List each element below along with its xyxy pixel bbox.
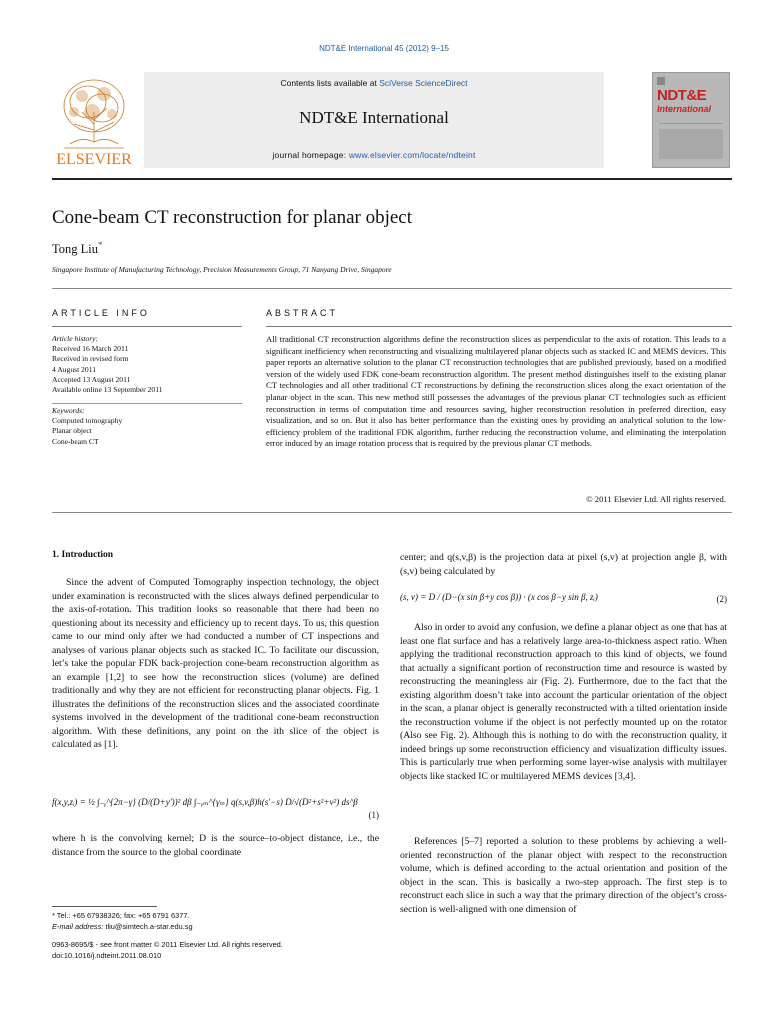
journal-cover-image [652,72,730,168]
history-entry: 4 August 2011 [52,364,97,374]
intro-paragraph-1: Since the advent of Computed Tomography inspection technology, the object under examination is reconstructed with the slices always defined perpendicular to the axis-of-rotation. This tradition looks so reasonable that there had been no questioning about its necessity and efficiency up to recent days. To us, this question came to our mind only after we had conducted a number of CT inspections and analyses of various planar objects such as stacked IC. To facilitate our discussion, let’s take the popular FDK back-projection cone-beam reconstruction algorithm as an example [1,2] to see how the reconstruction slices (volume) are defined traditionally and why they are not efficient for reconstructing planar objects. Fig. 1 illustrates the definitions of the reconstruction slices and the associated coordinate systems involved in the development of the traditional cone-beam reconstruction algorithm. With these definitions, any point on the ith slice of the object is calculated as [1]. [52,577,379,750]
history-entry: Available online 13 September 2011 [52,385,163,395]
equation-1-number: (1) [368,810,379,820]
abstract-copyright: © 2011 Elsevier Ltd. All rights reserved. [586,494,726,504]
contents-prefix: Contents lists available at [280,78,380,88]
masthead-rule [52,178,732,180]
elsevier-logo [52,72,136,168]
history-label: Article history: [52,334,99,343]
keyword: Planar object [52,426,92,436]
abstract-bottom-rule [52,512,732,513]
keywords-block [52,406,247,447]
keywords-label: Keywords: [52,406,85,415]
issn-line: 0963-8695/$ - see front matter © 2011 Elsevier Ltd. All rights reserved. [52,940,283,949]
journal-title: NDT&E International [299,108,449,127]
author-line [52,240,103,257]
equation-1-body: f(x,y,zᵢ) = ½ ∫₋ᵧ^{2π−γ} (D/(D+y′))² dβ ∫₋ᵧₘ^{γₘ} q(s,v,β)h(s′−s) D/√(D²+s²+v²) ds^β [52,797,358,807]
intro-paragraph-2: where h is the convolving kernel; D is the source–to-object distance, i.e., the distance from the source to the global coordinate [52,833,379,858]
homepage-link[interactable]: www.elsevier.com/locate/ndteint [348,150,476,160]
doi-line[interactable]: doi:10.1016/j.ndteint.2011.08.010 [52,950,162,960]
footnote-email-label: E-mail address: [52,921,106,931]
author-name: Tong Liu [52,242,98,257]
intro-paragraph-2-continued: center; and q(s,v,β) is the projection data at pixel (s,v) at projection angle β, with (s,v) being calculated by [400,552,727,577]
header-rule [52,288,732,289]
author-footnote-mark[interactable]: * [98,240,103,250]
footnote-rule [52,906,157,907]
history-entry: Received in revised form [52,354,129,364]
journal-masthead [52,70,732,170]
author-footnote [52,911,382,932]
keyword: Computed tomography [52,416,123,426]
history-entry: Received 16 March 2011 [52,344,129,354]
intro-paragraph-4: References [5–7] reported a solution to these problems by achieving a well-oriented reconstruction of the planar object with respect to the reconstruction volume, which is defined according to the actual orientation and position of the object in the scan. This is basically a two-step approach. The first step is to reconstruct each slice in such a way that the primary direction of the object’s cross-section is well-aligned with one dimension of [400,836,727,915]
contents-availability [144,78,604,88]
homepage-prefix: journal homepage: [272,150,349,160]
article-info-divider [52,403,242,404]
footnote-phone: * Tel.: +65 67938326; fax: +65 6791 6377. [52,911,190,920]
article-history [52,334,247,395]
cover-divider [659,123,723,124]
author-affiliation: Singapore Institute of Manufacturing Technology, Precision Measurements Group, 71 Nanyang Drive, Singapore [52,265,392,274]
keyword: Cone-beam CT [52,436,99,446]
cover-emblem [657,77,665,85]
journal-banner [144,72,604,168]
abstract-text: All traditional CT reconstruction algorithms define the reconstruction slices as perpendicular to the axis of rotation. This leads to a significant inefficiency when reconstructing and visualizing multilayered planar objects such as stacked IC and MEMS devices. This paper reports an alternative solution to the planar CT reconstruction technologies that are published previously, based on a modified version of the widely used FDK cone-beam reconstruction algorithm. The present method distinguishes itself to the existing planar CT technologies and all other traditional CT reconstructions by defining the reconstruction slices along the exact orientation of the planar object in the scan. This new method still possesses the advantages of the previous planar CT technologies such as efficient reconstruction in terms of computation time and resources saving, higher reconstruction resolution in preferred direction, easy visualization, and so on. But it also has better performance than the existing ones by providing an analytical solution to the low-efficiency problem of the traditional FDK algorithm, further reducing the reconstruction volume, and eliminating the interpolation error induced by an image rotation process that is required by the previous planar CT methods. [266,334,726,449]
article-info-heading: ARTICLE INFO [52,308,150,318]
equation-1 [52,785,379,827]
article-title: Cone-beam CT reconstruction for planar object [52,207,412,228]
abstract-rule [266,326,732,327]
cover-artwork [659,129,723,159]
equation-2-number: (2) [716,594,727,604]
article-info-rule [52,326,242,327]
intro-paragraph-3: Also in order to avoid any confusion, we define a planar object as one that has at least one flat surface and has a relatively large area-to-thickness aspect ratio. When applying the traditional reconstruction approach to this kind of objects, we found that actually a significant portion of reconstruction time and resource is wasted by reconstructing the meaningless air (Fig. 2). Furthermore, due to the fact that the existing algorithm doesn’t take into account the particular orientation of the object in the scan, a planar object is generally reconstructed with a tilted orientation inside the reconstruction volume if the object is not perfectly mounted up on the rotator (Also see Fig. 2). Although this is nothing to do with the reconstruction quality, it indeed brings up some reconstruction efficiency and visualization difficulty issues. This is particularly true when performing some layer-wise analysis with multilayer objects like stacked IC or multilayered MEMS devices [3,4]. [400,622,727,782]
journal-reference[interactable]: NDT&E International 45 (2012) 9–15 [319,44,449,53]
abstract-heading: ABSTRACT [266,308,339,318]
cover-subtitle: International [657,104,712,114]
equation-2 [400,580,727,618]
front-matter [52,940,382,961]
section-heading: 1. Introduction [52,550,114,560]
cover-title: NDT&E [657,87,707,104]
journal-homepage [144,150,604,160]
footnote-email[interactable]: tliu@simtech.a-star.edu.sg [105,921,193,931]
elsevier-wordmark: ELSEVIER [56,151,132,168]
equation-2-body: (s, v) = D / (D−(x sin β+y cos β)) · (x cos β−y sin β, zᵢ) [400,592,598,602]
history-entry: Accepted 13 August 2011 [52,374,131,384]
sciencedirect-link[interactable]: SciVerse ScienceDirect [379,78,468,88]
